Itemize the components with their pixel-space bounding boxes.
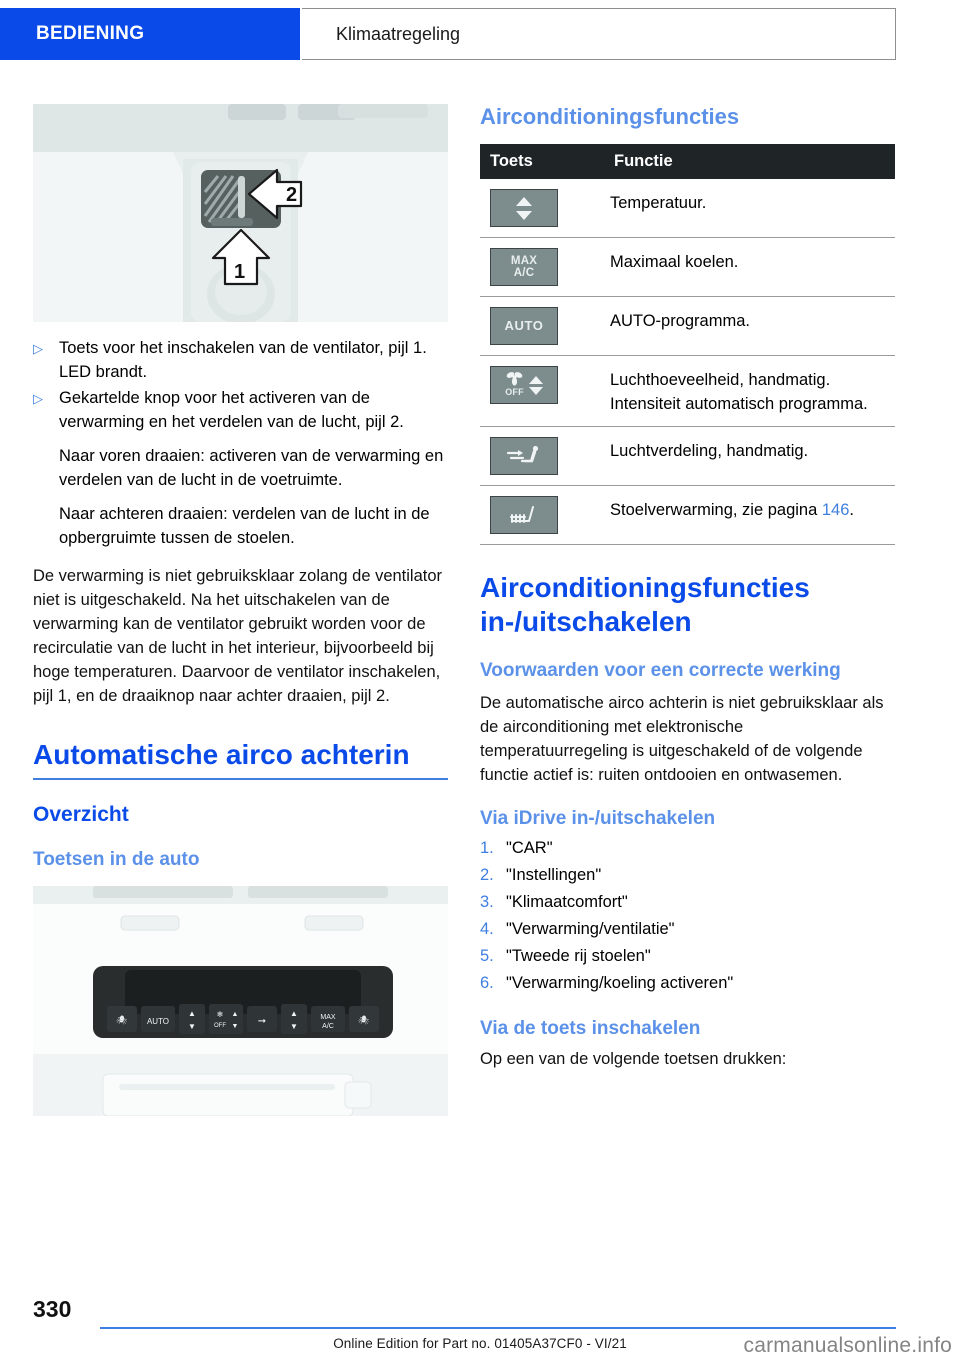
heading-via-de-toets-inschakelen: Via de toets inschakelen xyxy=(480,1018,701,1039)
seat-heating-icon xyxy=(507,503,541,527)
page-footer xyxy=(0,1296,960,1362)
heading-airconditioningsfuncties-in-uitschakelen: Airconditioningsfuncties in-/uitschakelen xyxy=(480,572,810,637)
page-number: 330 xyxy=(33,1296,72,1322)
fan-icon-column xyxy=(505,371,524,399)
column-header-toets: Toets xyxy=(480,144,604,179)
bullet-text-group xyxy=(59,386,448,550)
footer-edition-note: Online Edition for Part no. 01405A37CF0 - VI/21 xyxy=(333,1336,627,1351)
triangle-down-icon xyxy=(529,387,543,395)
auto-key-icon xyxy=(490,307,558,345)
svg-text:▲: ▲ xyxy=(231,1011,239,1018)
fan-off-group xyxy=(505,371,543,399)
bullet-subparagraph: Naar achteren draaien: verdelen van de lucht in de opbergruimte tussen de stoelen. xyxy=(59,505,430,547)
triangle-down-icon xyxy=(516,211,532,220)
svg-text:▲: ▲ xyxy=(290,1009,298,1018)
heading-voorwaarden-correcte-werking: Voorwaarden voor een correcte werking xyxy=(480,660,841,681)
bullet-text: Toets voor het inschakelen van de ventilator, pijl 1. LED brandt. xyxy=(59,339,427,381)
heading-overzicht: Overzicht xyxy=(33,803,129,826)
svg-text:▼: ▼ xyxy=(188,1022,196,1031)
left-paragraph: De verwarming is niet gebruiksklaar zolang de ventilator niet is uitgeschakeld. Na het uitschakelen van de verwarming kan de ventilator gebruikt worden voor de recirculatie van de lucht in het interieur, bijvoorbeeld bij hoge temperaturen. Daarvoor de ventilator inschakelen, pijl 1, en de draaiknop naar achter draaien, pijl 2. xyxy=(33,567,443,705)
header-chapter-label: BEDIENING xyxy=(36,23,145,44)
svg-text:🕷: 🕷 xyxy=(358,1015,370,1025)
up-down-arrows-icon xyxy=(516,197,532,220)
footer-divider xyxy=(100,1327,896,1329)
heading-airconditioningsfuncties: Airconditioningsfuncties xyxy=(480,104,740,129)
table-row xyxy=(480,179,895,238)
triangle-up-icon xyxy=(516,197,532,206)
watermark-text: carmanualsonline.info xyxy=(743,1334,952,1357)
table-cell-function xyxy=(604,297,895,356)
list-item xyxy=(480,889,895,916)
rear-console-control-panel-illustration xyxy=(33,886,448,1116)
rear-console-fan-illustration xyxy=(33,104,448,322)
left-column xyxy=(33,104,448,1116)
airconditioning-functions-table xyxy=(480,144,895,545)
table-cell-function xyxy=(604,179,895,238)
function-text: Stoelverwarming, zie pagina 146. xyxy=(610,501,854,519)
list-text: "Verwarming/ventilatie" xyxy=(506,920,675,938)
bullet-item xyxy=(33,336,448,384)
table-row xyxy=(480,356,895,427)
function-text-extra: Intensiteit automatisch programma. xyxy=(610,395,868,413)
header-chapter-block xyxy=(0,8,300,60)
table-row xyxy=(480,238,895,297)
svg-text:2: 2 xyxy=(286,184,298,206)
up-down-arrows-icon xyxy=(529,376,543,395)
list-text: "Klimaatcomfort" xyxy=(506,893,628,911)
list-item xyxy=(480,862,895,889)
seat-heating-key-icon xyxy=(490,496,558,534)
triangle-up-icon xyxy=(529,376,543,384)
max-ac-label: MAX A/C xyxy=(510,254,538,279)
left-bullet-list xyxy=(33,336,448,550)
table-header xyxy=(480,144,895,179)
list-text: "Instellingen" xyxy=(506,866,602,884)
svg-text:OFF: OFF xyxy=(214,1023,226,1029)
function-text: AUTO-programma. xyxy=(610,312,750,330)
svg-text:1: 1 xyxy=(234,261,246,283)
heading-via-idrive: Via iDrive in-/uitschakelen xyxy=(480,808,716,829)
bullet-item xyxy=(33,386,448,550)
table-cell-function xyxy=(604,486,895,545)
temperature-up-down-key-icon xyxy=(490,189,558,227)
table-header-row xyxy=(480,144,895,179)
function-text: Maximaal koelen. xyxy=(610,253,739,271)
svg-text:▲: ▲ xyxy=(188,1009,196,1018)
header-section-label: Klimaatregeling xyxy=(336,23,461,44)
page-reference-link[interactable]: 146 xyxy=(821,501,850,519)
column-header-functie: Functie xyxy=(604,144,895,179)
table-cell-key xyxy=(480,427,604,486)
table-cell-key xyxy=(480,238,604,297)
table-row xyxy=(480,297,895,356)
rear-console-fan-figure xyxy=(33,104,448,322)
right-button-paragraph: Op een van de volgende toetsen drukken: xyxy=(480,1050,787,1068)
list-item xyxy=(480,970,895,997)
fan-off-key-icon xyxy=(490,366,558,404)
list-number: 3. xyxy=(480,893,494,911)
air-distribution-key-icon xyxy=(490,437,558,475)
table-body xyxy=(480,179,895,545)
table-cell-key xyxy=(480,356,604,427)
table-cell-function xyxy=(604,238,895,297)
function-text: Temperatuur. xyxy=(610,194,707,212)
list-item xyxy=(480,835,895,862)
table-cell-function xyxy=(604,427,895,486)
function-text: Luchtverdeling, handmatig. xyxy=(610,442,809,460)
list-number: 4. xyxy=(480,920,494,938)
header-section-block xyxy=(302,8,896,60)
svg-text:MAX: MAX xyxy=(320,1014,336,1021)
function-text-main: Stoelverwarming, zie pagina xyxy=(610,501,822,519)
table-cell-function xyxy=(604,356,895,427)
list-text: "Tweede rij stoelen" xyxy=(506,947,651,965)
table-cell-key xyxy=(480,486,604,545)
function-text: Luchthoeveelheid, handmatig. xyxy=(610,371,831,389)
svg-text:❄: ❄ xyxy=(216,1010,224,1019)
triangle-bullet-icon: ▷ xyxy=(33,391,43,406)
heading-automatische-airco-achterin: Automatische airco achterin xyxy=(33,738,448,780)
list-text: "CAR" xyxy=(506,839,553,857)
rear-console-control-panel-figure xyxy=(33,886,448,1116)
table-row xyxy=(480,427,895,486)
list-number: 1. xyxy=(480,839,494,857)
svg-text:A/C: A/C xyxy=(322,1023,334,1030)
list-item xyxy=(480,943,895,970)
right-paragraph: De automatische airco achterin is niet gebruiksklaar als de airconditioning met elektronische temperatuurregeling is uitgeschakeld of de volgende functie actief is: ruiten ontdooien en ontwasemen. xyxy=(480,694,884,784)
svg-text:▼: ▼ xyxy=(290,1022,298,1031)
svg-text:▼: ▼ xyxy=(231,1023,239,1030)
idrive-steps-list xyxy=(480,835,895,997)
list-number: 5. xyxy=(480,947,494,965)
off-label: OFF xyxy=(505,387,524,398)
air-distribution-seat-icon xyxy=(505,445,543,467)
triangle-bullet-icon: ▷ xyxy=(33,341,43,356)
list-text: "Verwarming/koeling activeren" xyxy=(506,974,734,992)
svg-text:AUTO: AUTO xyxy=(146,1017,170,1026)
list-item xyxy=(480,916,895,943)
bullet-subparagraph: Naar voren draaien: activeren van de verwarming en verdelen van de lucht in de voetruimte. xyxy=(59,447,444,489)
max-ac-key-icon xyxy=(490,248,558,286)
table-cell-key xyxy=(480,297,604,356)
auto-label: AUTO xyxy=(504,317,544,333)
table-cell-key xyxy=(480,179,604,238)
svg-text:➞: ➞ xyxy=(257,1016,267,1027)
heading-toetsen-in-de-auto: Toetsen in de auto xyxy=(33,849,200,870)
table-row xyxy=(480,486,895,545)
list-number: 2. xyxy=(480,866,494,884)
svg-text:🕷: 🕷 xyxy=(116,1015,128,1025)
right-column xyxy=(480,104,895,1071)
bullet-text: Gekartelde knop voor het activeren van de verwarming en het verdelen van de lucht, pijl 2. xyxy=(59,389,404,431)
fan-icon xyxy=(506,371,523,386)
list-number: 6. xyxy=(480,974,494,992)
page-header xyxy=(0,8,960,60)
